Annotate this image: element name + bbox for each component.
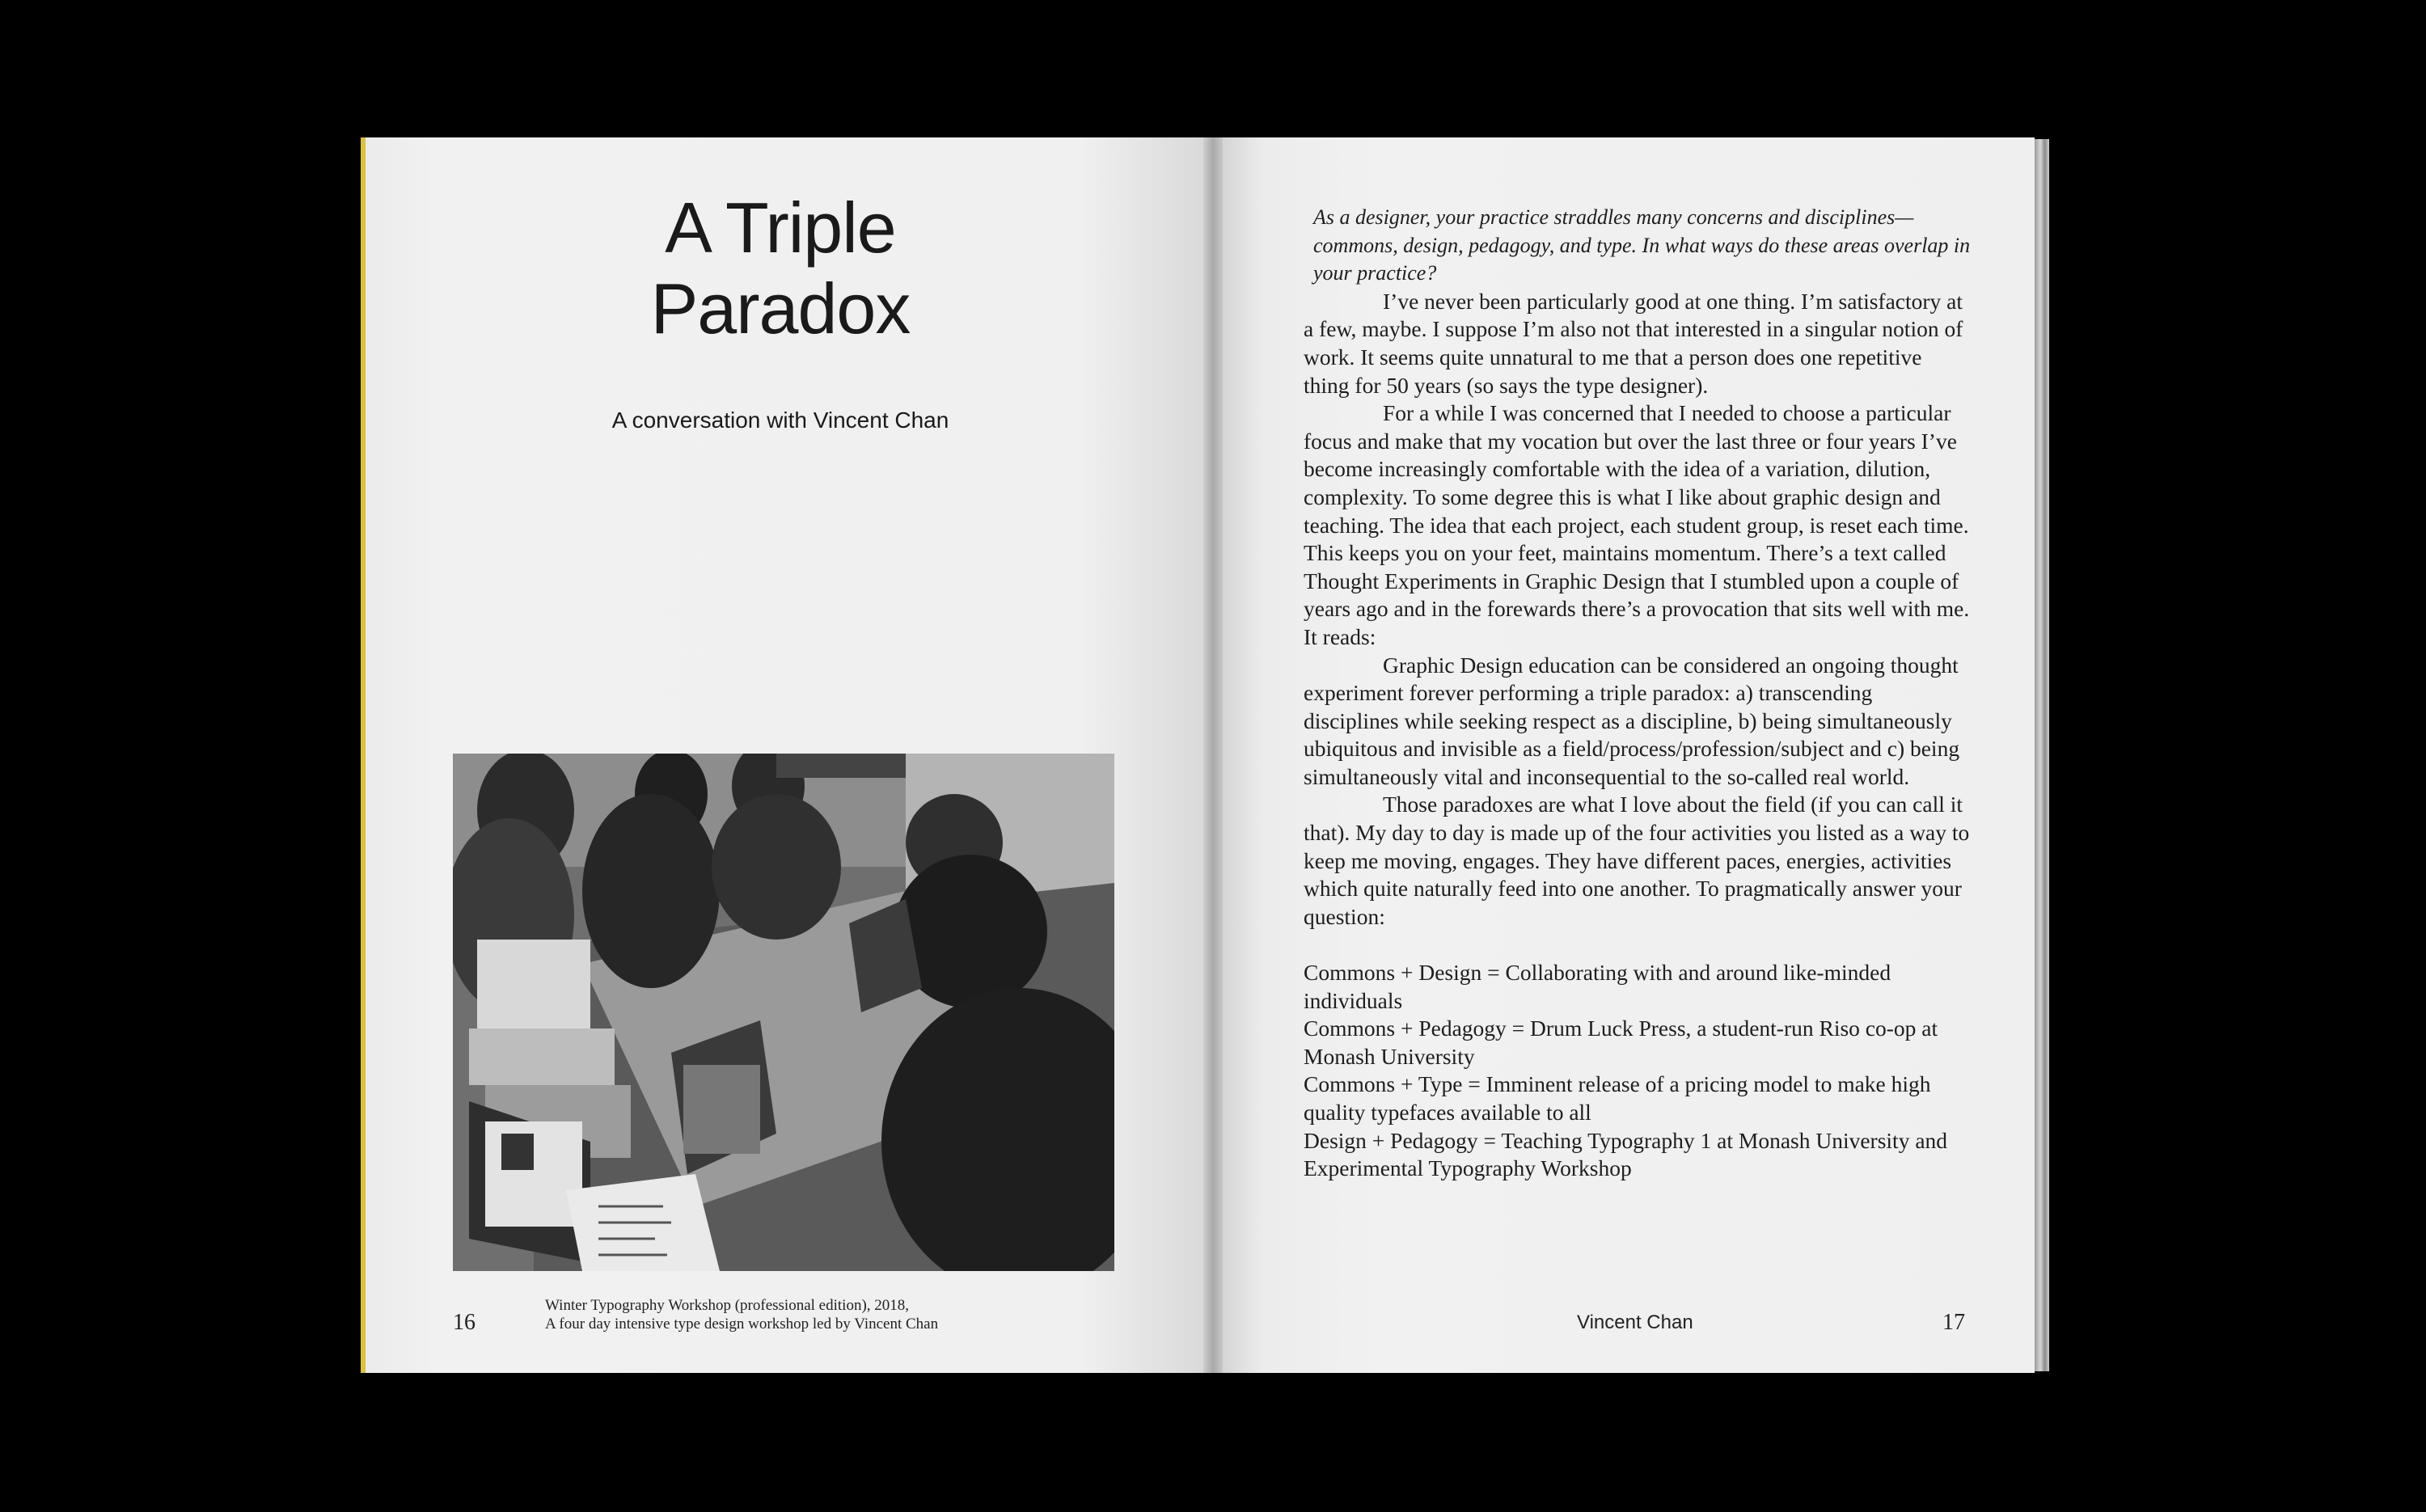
- answer-paragraph: For a while I was concerned that I needed to choose a particular focus and make that my vocation but over the last three or four years I’ve become increasingly comfortable with the idea of a variation, dilution, complexity. To some degree this is what I like about graphic design and teaching. The idea that each project, each student group, is reset each time. This keeps you on your feet, maintains momentum. There’s a text called Thought Experiments in Graphic Design that I stumbled upon a couple of years ago and in the forewards there’s a provocation that sits well with me. It reads:: [1304, 400, 1970, 649]
- caption-line-2: A four day intensive type design workshop led by Vincent Chan: [545, 1316, 939, 1333]
- interview-question: As a designer, your practice straddles many concerns and disciplines—commons, design, pedagogy, and type. In what ways do these areas overlap in your practice?: [1313, 205, 1971, 285]
- interview-text: [1304, 204, 1972, 1183]
- answer-paragraph: Those paradoxes are what I love about the field (if you can call it that). My day to day is made up of the four activities you listed as a way to keep me moving, engages. They have different paces, energies, activities which quite naturally feed into one another. To pragmatically answer your question:: [1304, 792, 1970, 929]
- running-head: Vincent Chan: [1577, 1311, 1693, 1333]
- list-item: Commons + Pedagogy = Drum Luck Press, a student-run Riso co-op at Monash University: [1304, 1016, 1938, 1069]
- photo-caption: [545, 1296, 1063, 1333]
- article-subtitle: A conversation with Vincent Chan: [611, 408, 949, 433]
- title-line-2: Paradox: [650, 268, 911, 348]
- book-gutter: [1203, 137, 1223, 1373]
- title-line-1: A Triple: [665, 188, 896, 268]
- list-item: Commons + Type = Imminent release of a pricing model to make high quality typefaces available to all: [1304, 1071, 1931, 1125]
- answer-paragraph: I’ve never been particularly good at one thing. I’m satisfactory at a few, maybe. I suppose I’m also not that interested in a singular notion of work. It seems quite unnatural to me that a person does one repetitive thing for 50 years (so says the type designer).: [1304, 288, 1963, 398]
- workshop-photo: [453, 754, 1114, 1271]
- overlap-list: [1304, 959, 1972, 1183]
- page-number-left: 16: [453, 1310, 475, 1335]
- list-item: Design + Pedagogy = Teaching Typography 1 at Monash University and Experimental Typography Workshop: [1304, 1127, 1948, 1181]
- quoted-paragraph: Graphic Design education can be considered an ongoing thought experiment forever performing a triple paradox: a) transcending disciplines while seeking respect as a discipline, b) being simultaneously ubiquitous and invisible as a field/process/profession/subject and c) being simultaneously vital and inconsequential to the so-called real world.: [1304, 652, 1960, 789]
- article-title: [453, 188, 1108, 349]
- list-item: Commons + Design = Collaborating with and around like-minded individuals: [1304, 960, 1891, 1013]
- page-stack-edge: [2035, 139, 2049, 1371]
- caption-line-1: Winter Typography Workshop (professional edition), 2018,: [545, 1297, 910, 1314]
- page-number-right: 17: [1942, 1310, 1965, 1335]
